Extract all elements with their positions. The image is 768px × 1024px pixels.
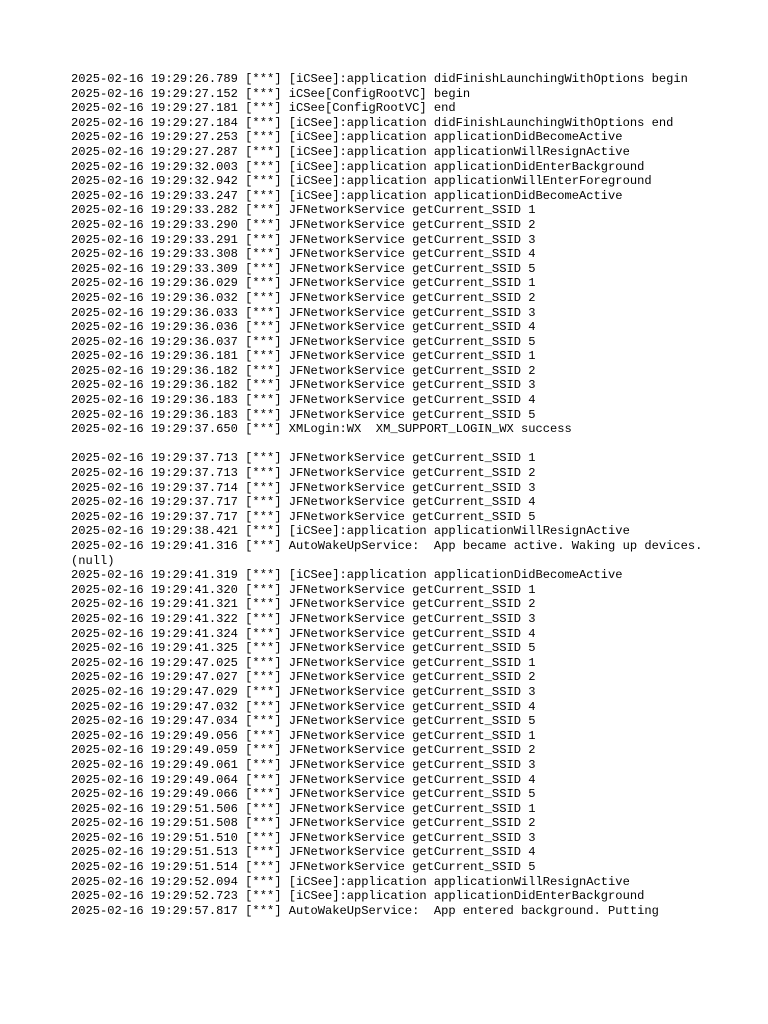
log-document — [71, 72, 711, 918]
log-text: 2025-02-16 19:29:26.789 [***] [iCSee]:application didFinishLaunchingWithOptions begin 2025-02-16 19:29:27.152 [***] iCSee[ConfigRootVC] begin 2025-02-16 19:29:27.181 [***] iCSee[ConfigRootVC] end 2025-02-16 19:29:27.184 [***] [iCSee]:application didFinishLaunchingWithOptions end 2025-02-16 19:29:27.253 [***] [iCSee]:application applicationDidBecomeActive 2025-02-16 19:29:27.287 [***] [iCSee]:application applicationWillResignActive 2025-02-16 19:29:32.003 [***] [iCSee]:application applicationDidEnterBackground 2025-02-16 19:29:32.942 [***] [iCSee]:application applicationWillEnterForeground 2025-02-16 19:29:33.247 [***] [iCSee]:application applicationDidBecomeActive 2025-02-16 19:29:33.282 [***] JFNetworkService getCurrent_SSID 1 2025-02-16 19:29:33.290 [***] JFNetworkService getCurrent_SSID 2 2025-02-16 19:29:33.291 [***] JFNetworkService getCurrent_SSID 3 2025-02-16 19:29:33.308 [***] JFNetworkService getCurrent_SSID 4 2025-02-16 19:29:33.309 [***] JFNetworkService getCurrent_SSID 5 2025-02-16 19:29:36.029 [***] JFNetworkService getCurrent_SSID 1 2025-02-16 19:29:36.032 [***] JFNetworkService getCurrent_SSID 2 2025-02-16 19:29:36.033 [***] JFNetworkService getCurrent_SSID 3 2025-02-16 19:29:36.036 [***] JFNetworkService getCurrent_SSID 4 2025-02-16 19:29:36.037 [***] JFNetworkService getCurrent_SSID 5 2025-02-16 19:29:36.181 [***] JFNetworkService getCurrent_SSID 1 2025-02-16 19:29:36.182 [***] JFNetworkService getCurrent_SSID 2 2025-02-16 19:29:36.182 [***] JFNetworkService getCurrent_SSID 3 2025-02-16 19:29:36.183 [***] JFNetworkService getCurrent_SSID 4 2025-02-16 19:29:36.183 [***] JFNetworkService getCurrent_SSID 5 2025-02-16 19:29:37.650 [***] XMLogin:WX XM_SUPPORT_LOGIN_WX success 2025-02-16 19:29:37.713 [***] JFNetworkService getCurrent_SSID 1 2025-02-16 19:29:37.713 [***] JFNetworkService getCurrent_SSID 2 2025-02-16 19:29:37.714 [***] JFNetworkService getCurrent_SSID 3 2025-02-16 19:29:37.717 [***] JFNetworkService getCurrent_SSID 4 2025-02-16 19:29:37.717 [***] JFNetworkService getCurrent_SSID 5 2025-02-16 19:29:38.421 [***] [iCSee]:application applicationWillResignActive 2025-02-16 19:29:41.316 [***] AutoWakeUpService: App became active. Waking up devices. (null) 2025-02-16 19:29:41.319 [***] [iCSee]:application applicationDidBecomeActive 2025-02-16 19:29:41.320 [***] JFNetworkService getCurrent_SSID 1 2025-02-16 19:29:41.321 [***] JFNetworkService getCurrent_SSID 2 2025-02-16 19:29:41.322 [***] JFNetworkService getCurrent_SSID 3 2025-02-16 19:29:41.324 [***] JFNetworkService getCurrent_SSID 4 2025-02-16 19:29:41.325 [***] JFNetworkService getCurrent_SSID 5 2025-02-16 19:29:47.025 [***] JFNetworkService getCurrent_SSID 1 2025-02-16 19:29:47.027 [***] JFNetworkService getCurrent_SSID 2 2025-02-16 19:29:47.029 [***] JFNetworkService getCurrent_SSID 3 2025-02-16 19:29:47.032 [***] JFNetworkService getCurrent_SSID 4 2025-02-16 19:29:47.034 [***] JFNetworkService getCurrent_SSID 5 2025-02-16 19:29:49.056 [***] JFNetworkService getCurrent_SSID 1 2025-02-16 19:29:49.059 [***] JFNetworkService getCurrent_SSID 2 2025-02-16 19:29:49.061 [***] JFNetworkService getCurrent_SSID 3 2025-02-16 19:29:49.064 [***] JFNetworkService getCurrent_SSID 4 2025-02-16 19:29:49.066 [***] JFNetworkService getCurrent_SSID 5 2025-02-16 19:29:51.506 [***] JFNetworkService getCurrent_SSID 1 2025-02-16 19:29:51.508 [***] JFNetworkService getCurrent_SSID 2 2025-02-16 19:29:51.510 [***] JFNetworkService getCurrent_SSID 3 2025-02-16 19:29:51.513 [***] JFNetworkService getCurrent_SSID 4 2025-02-16 19:29:51.514 [***] JFNetworkService getCurrent_SSID 5 2025-02-16 19:29:52.094 [***] [iCSee]:application applicationWillResignActive 2025-02-16 19:29:52.723 [***] [iCSee]:application applicationDidEnterBackground 2025-02-16 19:29:57.817 [***] AutoWakeUpService: App entered background. Putting — [71, 72, 703, 918]
